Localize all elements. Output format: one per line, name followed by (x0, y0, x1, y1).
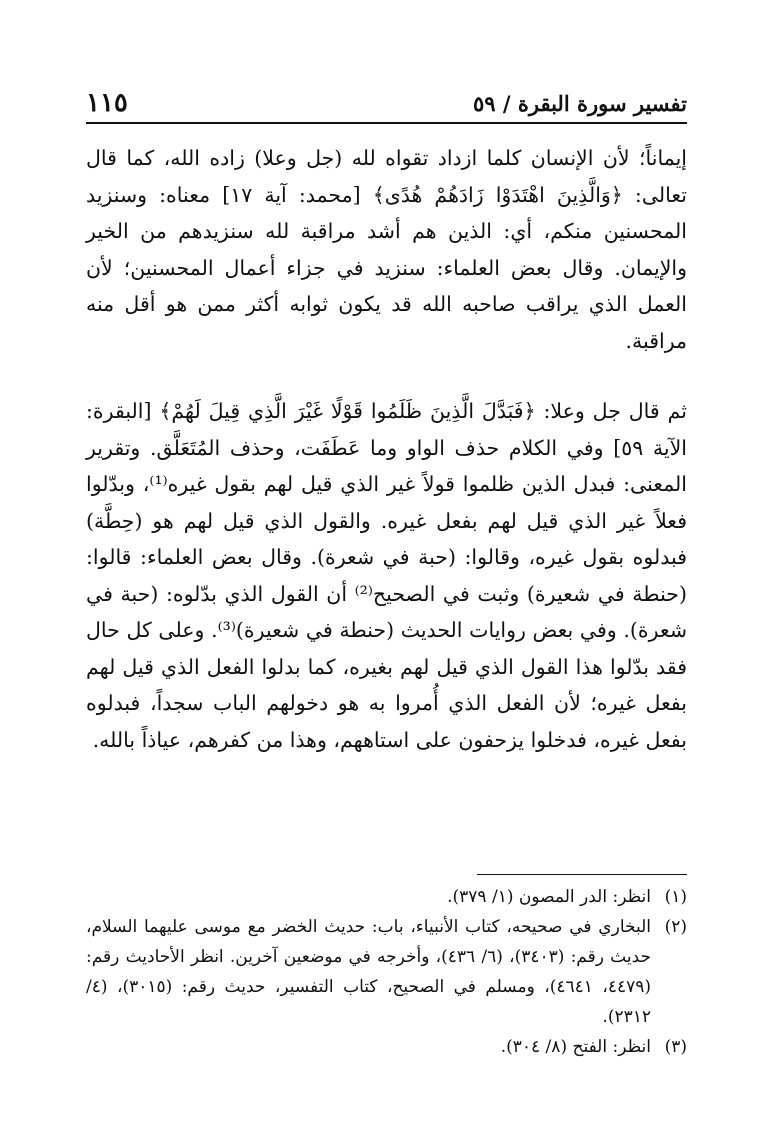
footnote-text: البخاري في صحيحه، كتاب الأنبياء، باب: حديث الخضر مع موسى عليهما السلام، حديث رقم: (٣٤٠٣)، (٦/ ٤٣٦)، وأخرجه في موضعين آخرين. انظر الأحاديث رقم: (٤٤٧٩، ٤٦٤١)، ومسلم في الصحيح، كتاب التفسير، حديث رقم: (٣٠١٥)، (٤/ ٢٣١٢). (86, 917, 652, 1027)
page-header (86, 82, 687, 124)
footnote-text: انظر: الفتح (٨/ ٣٠٤). (500, 1037, 651, 1057)
footnote-text: انظر: الدر المصون (١/ ٣٧٩). (447, 887, 651, 907)
paragraph-gap (86, 359, 687, 393)
footnotes (86, 882, 687, 1062)
footnote-1 (86, 882, 687, 912)
footnote-3 (86, 1032, 687, 1062)
footnote-number: (٢) (664, 917, 687, 937)
page-number: ١١٥ (86, 88, 128, 118)
running-head: تفسير سورة البقرة / ٥٩ (473, 91, 687, 116)
footnote-divider (477, 874, 687, 875)
footnote-number: (٣) (664, 1037, 687, 1057)
paragraph-1: إيماناً؛ لأن الإنسان كلما ازداد تقواه لله (جل وعلا) زاده الله، كما قال تعالى: ﴿وَالَّذِينَ اهْتَدَوْا زَادَهُمْ هُدًى﴾ [محمد: آية ١٧] معناه: وسنزيد المحسنين منكم، أي: الذين هم أشد مراقبة لله سنزيدهم من الخير والإيمان. وقال بعض العلماء: سنزيد في جزاء أعمال المحسنين؛ لأن العمل الذي يراقب صاحبه الله قد يكون ثوابه أكثر ممن هو أقل منه مراقبة. (86, 146, 687, 353)
footnote-2 (86, 912, 687, 1032)
paragraph-2: ثم قال جل وعلا: ﴿فَبَدَّلَ الَّذِينَ ظَلَمُوا قَوْلًا غَيْرَ الَّذِي قِيلَ لَهُمْ﴾ [البقرة: الآية ٥٩] وفي الكلام حذف الواو وما عَطَفَت، وحذف المُتَعَلَّق. وتقرير المعنى: فبدل الذين ظلموا قولاً غير الذي قيل لهم بقول غيره⁽¹⁾، وبدّلوا فعلاً غير الذي قيل لهم بفعل غيره. والقول الذي قيل لهم هو (حِطَّة) فبدلوه بقول غيره، وقالوا: (حبة في شعرة). وقال بعض العلماء: قالوا: (حنطة في شعيرة) وثبت في الصحيح⁽²⁾ أن القول الذي بدّلوه: (حبة في شعرة). وفي بعض روايات الحديث (حنطة في شعيرة)⁽³⁾. وعلى كل حال فقد بدّلوا هذا القول الذي قيل لهم بغيره، كما بدلوا الفعل الذي قيل لهم بفعل غيره؛ لأن الفعل الذي أُمروا به هو دخولهم الباب سجداً، فبدلوه بفعل غيره، فدخلوا يزحفون على استاههم، وهذا من كفرهم، عياذاً بالله. (86, 399, 687, 752)
footnote-number: (١) (664, 887, 687, 907)
main-text (86, 140, 687, 758)
